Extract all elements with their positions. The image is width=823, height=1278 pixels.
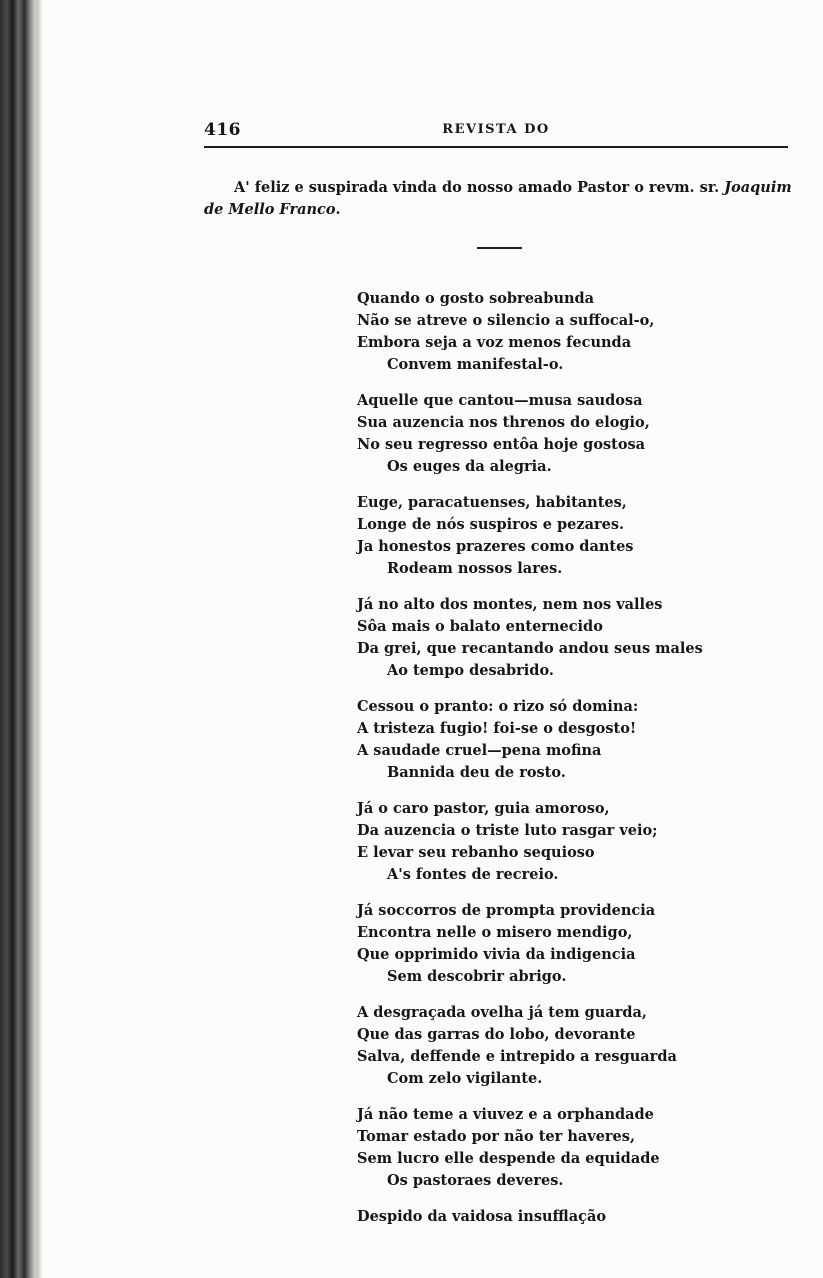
page-header <box>204 120 788 146</box>
verse-line: Não se atreve o silencio a suffocal-o, <box>357 312 655 329</box>
stanza <box>357 696 787 784</box>
dedication-name-rest: de Mello Franco <box>204 201 336 218</box>
verse-line: Longe de nós suspiros e pezares. <box>357 516 625 533</box>
verse-line: Despido da vaidosa insufflação <box>357 1208 607 1225</box>
verse-line-refrain: Os pastoraes deveres. <box>387 1172 564 1189</box>
verse-line: Quando o gosto sobreabunda <box>357 290 595 307</box>
verse-line: Sôa mais o balato enternecido <box>357 618 603 635</box>
dedication-end: . <box>335 201 341 218</box>
stanza-partial <box>357 1206 787 1228</box>
dedication <box>204 177 792 221</box>
verse-line-refrain: Ao tempo desabrido. <box>387 662 554 679</box>
stanza <box>357 288 787 376</box>
verse-line-refrain: Sem descobrir abrigo. <box>387 968 567 985</box>
verse-line: Ja honestos prazeres como dantes <box>357 538 634 555</box>
stanza <box>357 798 787 886</box>
stanza <box>357 492 787 580</box>
verse-line: E levar seu rebanho sequioso <box>357 844 595 861</box>
verse-line: Sem lucro elle despende da equidade <box>357 1150 660 1167</box>
verse-line-refrain: Convem manifestal-o. <box>387 356 564 373</box>
book-spine-shadow <box>0 0 36 1278</box>
verse-line: A desgraçada ovelha já tem guarda, <box>357 1004 647 1021</box>
verse-line: Já no alto dos montes, nem nos valles <box>357 596 663 613</box>
dedication-line-2 <box>204 199 788 221</box>
verse-line: A saudade cruel—pena mofina <box>357 742 602 759</box>
stanza <box>357 1002 787 1090</box>
header-rule <box>204 146 788 148</box>
verse-line: Euge, paracatuenses, habitantes, <box>357 494 627 511</box>
verse-line: Que opprimido vivia da indigencia <box>357 946 636 963</box>
verse-line: Aquelle que cantou—musa saudosa <box>357 392 643 409</box>
verse-line: Já soccorros de prompta providencia <box>357 902 656 919</box>
page-gutter <box>36 0 42 1278</box>
verse-line-refrain: Bannida deu de rosto. <box>387 764 566 781</box>
verse-line-refrain: Rodeam nossos lares. <box>387 560 563 577</box>
verse-line: Salva, deffende e intrepido a resguarda <box>357 1048 677 1065</box>
dedication-line-1 <box>204 177 792 199</box>
stanza <box>357 1104 787 1192</box>
verse-line: Já o caro pastor, guia amoroso, <box>357 800 610 817</box>
verse-line: A tristeza fugio! foi-se o desgosto! <box>357 720 637 737</box>
verse-line-refrain: Os euges da alegria. <box>387 458 552 475</box>
verse-line: Da grei, que recantando andou seus males <box>357 640 703 657</box>
verse-line: Que das garras do lobo, devorante <box>357 1026 636 1043</box>
verse-line: No seu regresso entôa hoje gostosa <box>357 436 646 453</box>
verse-line: Tomar estado por não ter haveres, <box>357 1128 635 1145</box>
verse-line: Sua auzencia nos threnos do elogio, <box>357 414 650 431</box>
dedication-name-first: Joaquim <box>724 179 792 196</box>
verse-line: Cessou o pranto: o rizo só domina: <box>357 698 639 715</box>
verse-line: Da auzencia o triste luto rasgar veio; <box>357 822 658 839</box>
stanza <box>357 900 787 988</box>
running-title: REVISTA DO <box>442 122 550 137</box>
verse-line-refrain: A's fontes de recreio. <box>387 866 559 883</box>
verse-line: Embora seja a voz menos fecunda <box>357 334 632 351</box>
stanza <box>357 390 787 478</box>
dedication-text: A' feliz e suspirada vinda do nosso amado Pastor o revm. sr. <box>234 179 725 196</box>
verse-line: Encontra nelle o misero mendigo, <box>357 924 633 941</box>
poem <box>357 288 787 1242</box>
stanza <box>357 594 787 682</box>
section-divider <box>477 247 522 249</box>
verse-line: Já não teme a viuvez e a orphandade <box>357 1106 654 1123</box>
verse-line-refrain: Com zelo vigilante. <box>387 1070 543 1087</box>
page-number: 416 <box>204 120 241 140</box>
